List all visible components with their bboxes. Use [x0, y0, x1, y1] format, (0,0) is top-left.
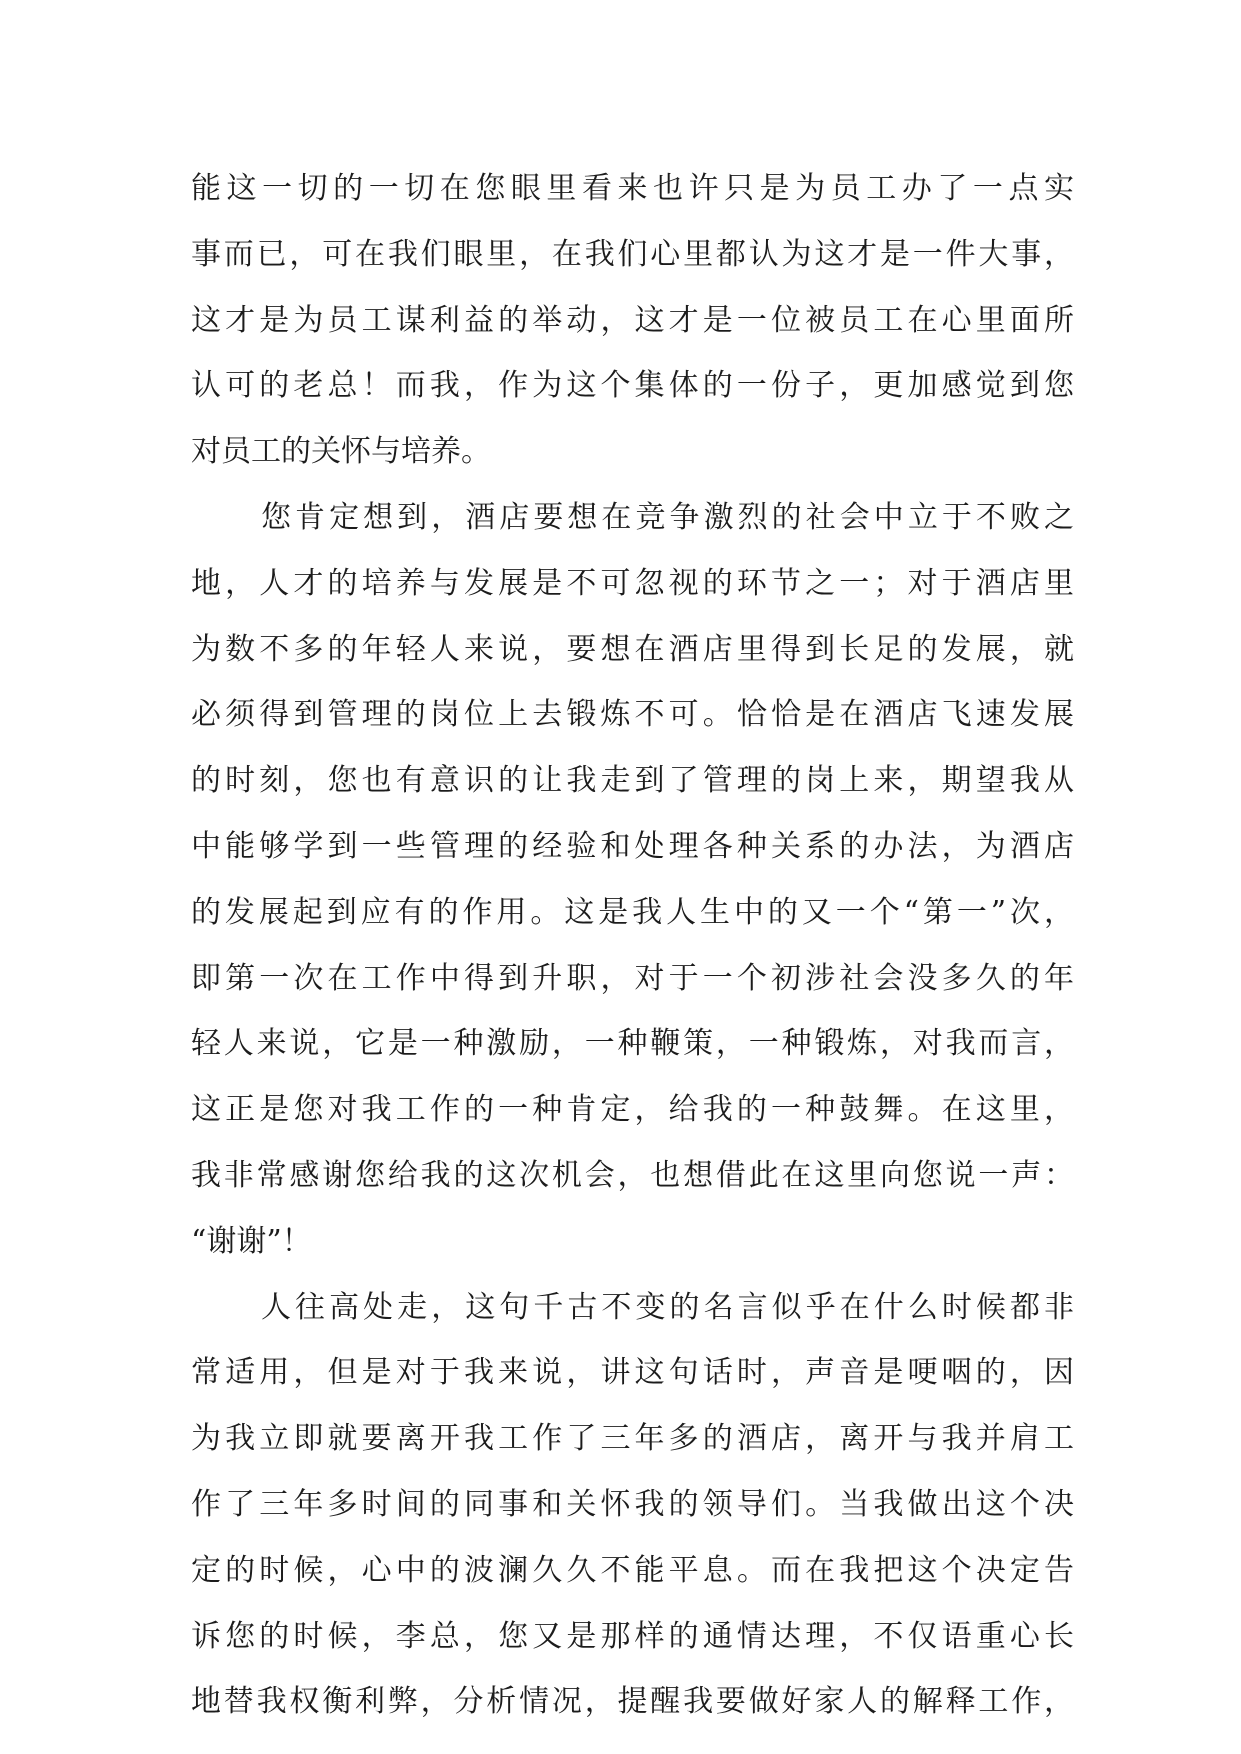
paragraph [191, 156, 1074, 485]
text-line: 地替我权衡利弊，分析情况，提醒我要做好家人的解释工作， [191, 1684, 1074, 1720]
text-line: 这正是您对我工作的一种肯定，给我的一种鼓舞。在这里， [191, 1092, 1074, 1128]
text-line: 事而已，可在我们眼里，在我们心里都认为这才是一件大事， [191, 236, 1074, 272]
text-line: 定的时候，心中的波澜久久不能平息。而在我把这个决定告 [191, 1552, 1074, 1588]
text-line: 为数不多的年轻人来说，要想在酒店里得到长足的发展，就 [191, 631, 1074, 667]
text-line: 这才是为员工谋利益的举动，这才是一位被员工在心里面所 [191, 302, 1074, 338]
text-line: 必须得到管理的岗位上去锻炼不可。恰恰是在酒店飞速发展 [191, 697, 1074, 733]
paragraph [191, 1275, 1074, 1736]
text-line: 轻人来说，它是一种激励，一种鞭策，一种锻炼，对我而言， [191, 1026, 1074, 1062]
text-line: “谢谢”！ [191, 1223, 312, 1259]
text-line: 地，人才的培养与发展是不可忽视的环节之一；对于酒店里 [191, 565, 1074, 601]
text-line: 中能够学到一些管理的经验和处理各种关系的办法，为酒店 [191, 828, 1074, 864]
text-line: 能这一切的一切在您眼里看来也许只是为员工办了一点实 [191, 171, 1074, 206]
text-line: 即第一次在工作中得到升职，对于一个初涉社会没多久的年 [191, 960, 1074, 996]
text-line: 您肯定想到，酒店要想在竞争激烈的社会中立于不败之 [261, 499, 1074, 535]
text-line: 的时刻，您也有意识的让我走到了管理的岗上来，期望我从 [191, 763, 1074, 799]
text-line: 常适用，但是对于我来说，讲这句话时，声音是哽咽的，因 [191, 1355, 1074, 1391]
text-line: 为我立即就要离开我工作了三年多的酒店，离开与我并肩工 [191, 1421, 1074, 1457]
paragraph [191, 485, 1074, 1275]
text-line: 对员工的关怀与培养。 [191, 434, 491, 470]
document-body [191, 156, 1074, 1735]
text-line: 认可的老总！而我，作为这个集体的一份子，更加感觉到您 [191, 368, 1074, 404]
text-line: 的发展起到应有的作用。这是我人生中的又一个“第一”次， [191, 894, 1074, 930]
text-line: 诉您的时候，李总，您又是那样的通情达理，不仅语重心长 [191, 1618, 1074, 1654]
text-line: 我非常感谢您给我的这次机会，也想借此在这里向您说一声： [191, 1157, 1074, 1193]
text-line: 人往高处走，这句千古不变的名言似乎在什么时候都非 [261, 1289, 1074, 1325]
text-line: 作了三年多时间的同事和关怀我的领导们。当我做出这个决 [191, 1486, 1074, 1522]
